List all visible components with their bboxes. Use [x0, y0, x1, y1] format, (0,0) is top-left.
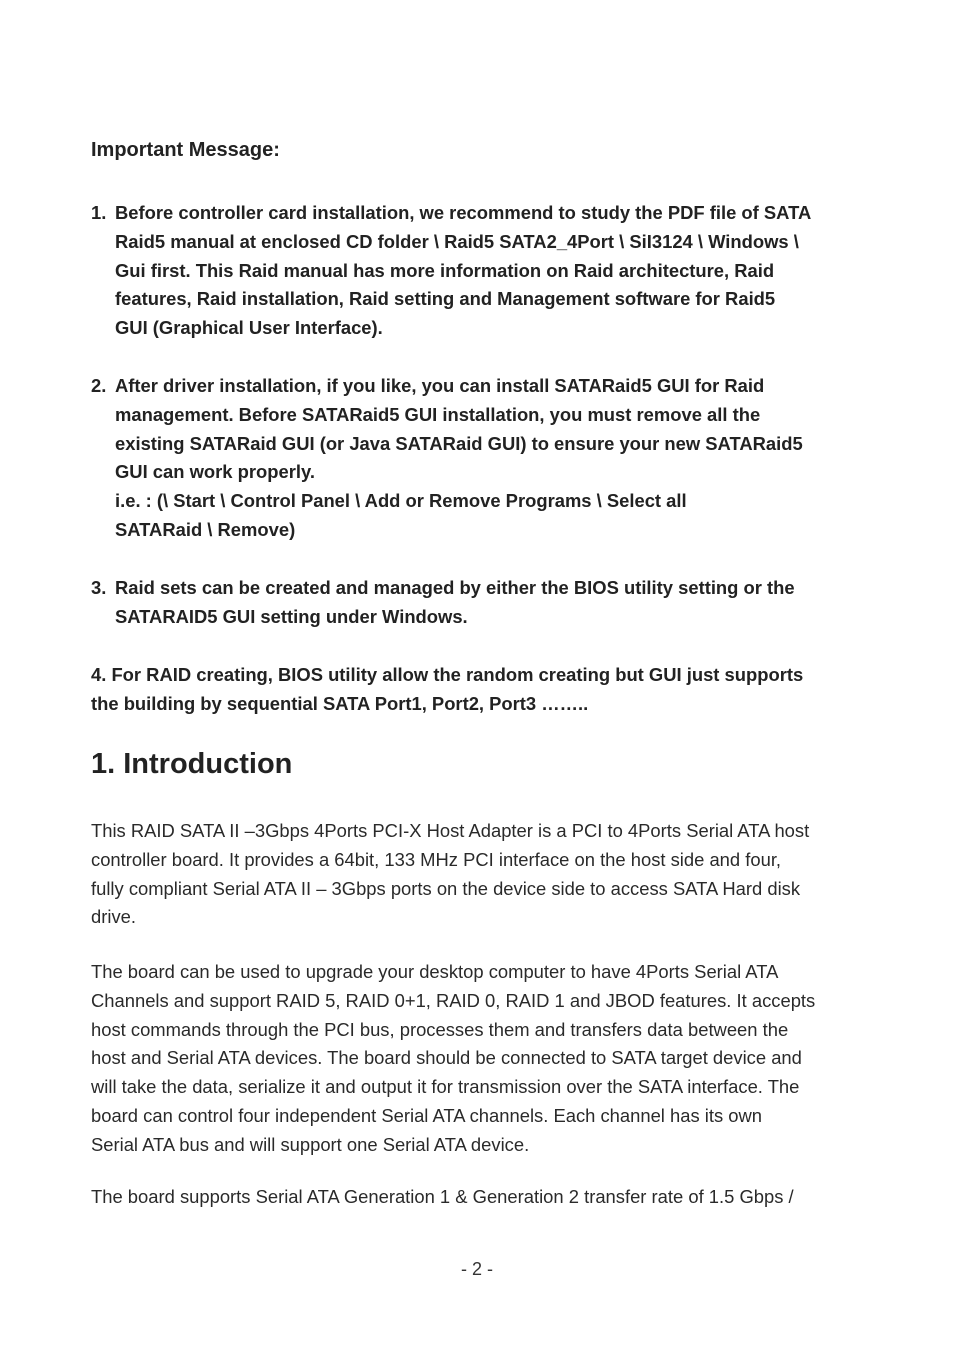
item-line: Before controller card installation, we recommend to study the PDF file of SATA	[115, 202, 812, 223]
item-line: GUI can work properly.	[115, 461, 315, 483]
intro-paragraph-3	[91, 1183, 871, 1212]
item-line: the building by sequential SATA Port1, Port2, Port3 ……..	[91, 692, 589, 714]
item-number: 3.	[91, 577, 107, 598]
paragraph-line: drive.	[91, 906, 136, 928]
item-text	[115, 574, 866, 632]
paragraph-line: host and Serial ATA devices. The board should be connected to SATA target device and	[91, 1047, 802, 1069]
item-line: After driver installation, if you like, you can install SATARaid5 GUI for Raid	[115, 375, 765, 396]
item-line: SATARaid \ Remove)	[115, 518, 296, 540]
item-number: 2.	[91, 375, 107, 396]
intro-paragraph-1	[91, 817, 871, 932]
item-line: features, Raid installation, Raid setting and Management software for Raid5	[115, 288, 776, 310]
item-line: GUI (Graphical User Interface).	[115, 317, 383, 339]
important-item-4	[91, 661, 803, 719]
paragraph-line: The board supports Serial ATA Generation 1 & Generation 2 transfer rate of 1.5 Gbps /	[91, 1186, 794, 1207]
intro-paragraph-2	[91, 958, 871, 1160]
item-line: i.e. : (\ Start \ Control Panel \ Add or Remove Programs \ Select all	[115, 490, 687, 512]
paragraph-line: host commands through the PCI bus, processes them and transfers data between the	[91, 1018, 789, 1040]
item-line: Gui first. This Raid manual has more information on Raid architecture, Raid	[115, 259, 775, 281]
paragraph-line: Serial ATA bus and will support one Serial ATA device.	[91, 1133, 530, 1155]
paragraph-line: controller board. It provides a 64bit, 133 MHz PCI interface on the host side and four,	[91, 848, 782, 870]
page-number: - 2 -	[460, 1259, 493, 1279]
important-item-3	[91, 574, 866, 632]
item-line: 4. For RAID creating, BIOS utility allow the random creating but GUI just supports	[91, 664, 804, 685]
item-line: Raid5 manual at enclosed CD folder \ Raid5 SATA2_4Port \ SiI3124 \ Windows \	[115, 230, 799, 252]
important-message-heading: Important Message:	[91, 139, 280, 161]
important-item-2	[91, 372, 866, 545]
item-line: management. Before SATARaid5 GUI installation, you must remove all the	[115, 403, 761, 425]
paragraph-line: This RAID SATA II –3Gbps 4Ports PCI-X Host Adapter is a PCI to 4Ports Serial ATA host	[91, 820, 810, 841]
paragraph-line: The board can be used to upgrade your desktop computer to have 4Ports Serial ATA	[91, 961, 779, 982]
paragraph-line: will take the data, serialize it and output it for transmission over the SATA interface. The	[91, 1076, 800, 1098]
item-line: existing SATARaid GUI (or Java SATARaid GUI) to ensure your new SATARaid5	[115, 432, 803, 454]
item-line: SATARAID5 GUI setting under Windows.	[115, 605, 468, 627]
paragraph-line: fully compliant Serial ATA II – 3Gbps ports on the device side to access SATA Hard disk	[91, 877, 801, 899]
paragraph-line: board can control four independent Serial ATA channels. Each channel has its own	[91, 1104, 763, 1126]
paragraph-line: Channels and support RAID 5, RAID 0+1, RAID 0, RAID 1 and JBOD features. It accepts	[91, 989, 816, 1011]
item-text	[115, 199, 866, 343]
item-line: Raid sets can be created and managed by either the BIOS utility setting or the	[115, 577, 795, 598]
section-title-introduction: 1. Introduction	[91, 748, 293, 780]
item-number: 1.	[91, 202, 107, 223]
item-text	[115, 372, 866, 545]
important-item-1	[91, 199, 866, 343]
